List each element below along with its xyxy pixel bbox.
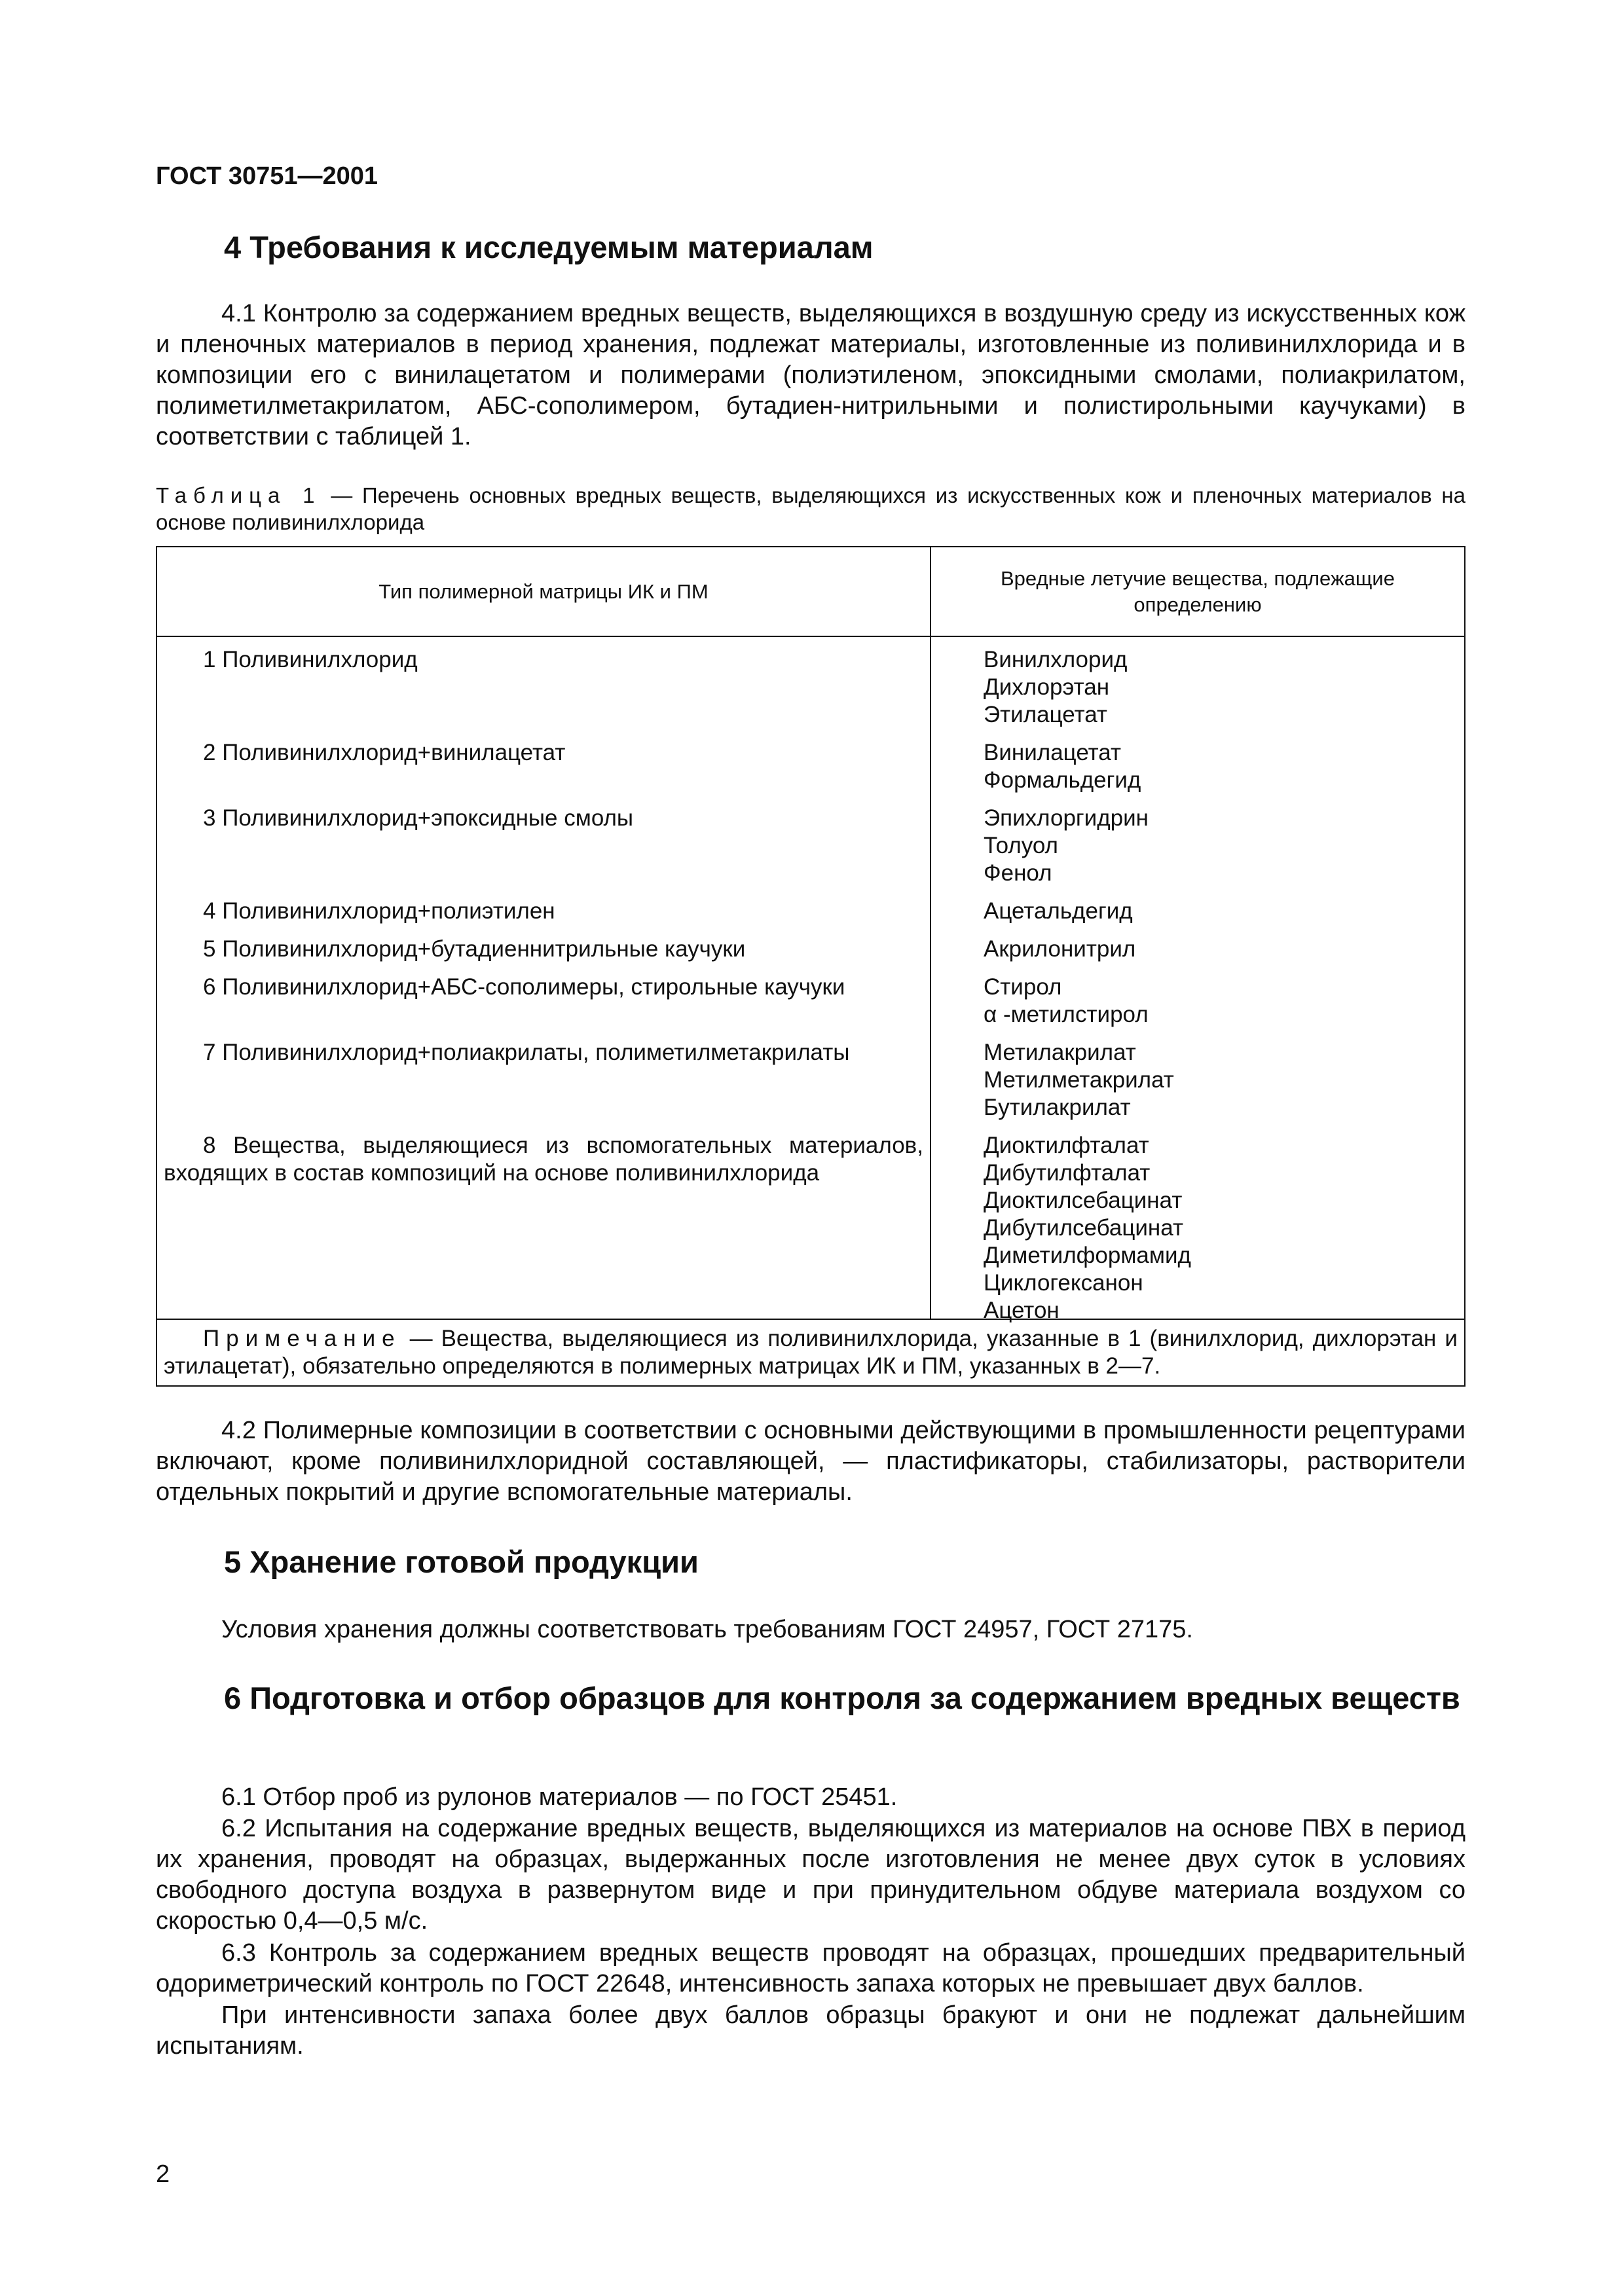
- matrix-cell-3: 3 Поливинилхлорид+эпоксидные смолы: [203, 805, 634, 831]
- substance-item: Дибутилсебацинат: [984, 1215, 1183, 1241]
- matrix-cell-1: 1 Поливинилхлорид: [203, 647, 418, 672]
- substance-item: Ацетальдегид: [984, 898, 1133, 924]
- substance-item: Диоктилфталат: [984, 1133, 1149, 1158]
- substance-item: Диоктилсебацинат: [984, 1188, 1183, 1213]
- paragraph-5-1: Условия хранения должны соответствовать требованиям ГОСТ 24957, ГОСТ 27175.: [221, 1616, 1193, 1643]
- table-1-caption: [156, 482, 1465, 536]
- substance-item: α -метилстирол: [984, 1002, 1149, 1027]
- note-label: Примечание: [203, 1326, 401, 1351]
- note-text: — Вещества, выделяющиеся из поливинилхлорида, указанные в 1 (винилхлорид, дихлорэтан и этилацетат), обязательно определяются в полимерных матрицах ИК и ПМ, указанных в 2—7.: [164, 1326, 1458, 1379]
- substance-item: Эпихлоргидрин: [984, 805, 1149, 831]
- substance-item: Этилацетат: [984, 702, 1107, 727]
- substance-item: Дихлорэтан: [984, 674, 1110, 700]
- substance-item: Ацетон: [984, 1298, 1060, 1323]
- substance-item: Дибутилфталат: [984, 1160, 1151, 1186]
- substance-item: Формальдегид: [984, 767, 1141, 793]
- substances-cell-7: [931, 1039, 1464, 1132]
- substances-cell-2: [931, 739, 1464, 805]
- paragraph-6-3: 6.3 Контроль за содержанием вредных веществ проводят на образцах, прошедших предварительный одориметрический контроль по ГОСТ 22648, интенсивность запаха которых не превышает двух баллов.: [156, 1939, 1465, 1997]
- matrix-cell-8: 8 Вещества, выделяющиеся из вспомогательных материалов, входящих в состав композиций на основе поливинилхлорида: [164, 1133, 923, 1186]
- paragraph-6-1: 6.1 Отбор проб из рулонов материалов — по ГОСТ 25451.: [221, 1783, 898, 1811]
- substance-item: Циклогексанон: [984, 1270, 1143, 1296]
- table-1: [156, 546, 1465, 1387]
- matrix-cell-6: 6 Поливинилхлорид+АБС-сополимеры, стирольные каучуки: [203, 974, 845, 1000]
- table-note: [157, 1319, 1465, 1386]
- substance-item: Диметилформамид: [984, 1243, 1191, 1268]
- matrix-column: [157, 636, 931, 1319]
- substance-item: Винилацетат: [984, 740, 1121, 765]
- substance-item: Стирол: [984, 974, 1062, 1000]
- substances-cell-6: [931, 974, 1464, 1039]
- substances-cell-3: [931, 805, 1464, 898]
- substances-cell-1: [931, 637, 1464, 739]
- table-note-row: [157, 1319, 1465, 1386]
- column-header-matrix: Тип полимерной матрицы ИК и ПМ: [157, 547, 931, 636]
- substance-item: Толуол: [984, 833, 1058, 858]
- section-5-title: 5 Хранение готовой продукции: [224, 1544, 699, 1579]
- matrix-cell-5: 5 Поливинилхлорид+бутадиеннитрильные каучуки: [203, 936, 746, 962]
- paragraph-6-4: При интенсивности запаха более двух баллов образцы бракуют и они не подлежат дальнейшим испытаниям.: [156, 2001, 1465, 2060]
- paragraph-6-2: 6.2 Испытания на содержание вредных веществ, выделяющихся из материалов на основе ПВХ в период их хранения, проводят на образцах, выдержанных после изготовления не менее двух суток в условиях свободного доступа воздуха в развернутом виде и при принудительном обдуве материала воздухом со скоростью 0,4—0,5 м/с.: [156, 1815, 1465, 1935]
- matrix-cell-2: 2 Поливинилхлорид+винилацетат: [203, 740, 566, 765]
- substances-column: [931, 636, 1465, 1323]
- table-header-row: [157, 547, 1465, 636]
- substance-item: Фенол: [984, 860, 1052, 886]
- matrix-cell-4: 4 Поливинилхлорид+полиэтилен: [203, 898, 555, 924]
- substance-item: Акрилонитрил: [984, 936, 1136, 962]
- table-body-row: [157, 636, 1465, 1319]
- section-6-title: 6 Подготовка и отбор образцов для контроля за содержанием вредных веществ: [224, 1681, 1460, 1715]
- substance-item: Винилхлорид: [984, 647, 1128, 672]
- paragraph-4-2: 4.2 Полимерные композиции в соответствии с основными действующими в промышленности рецептурами включают, кроме поливинилхлоридной составляющей, — пластификаторы, стабилизаторы, растворители отдельных покрытий и другие вспомогательные материалы.: [156, 1417, 1465, 1506]
- page-number: 2: [156, 2160, 170, 2188]
- column-header-substances: Вредные летучие вещества, подлежащие определению: [931, 547, 1465, 636]
- paragraph-4-1: 4.1 Контролю за содержанием вредных веществ, выделяющихся в воздушную среду из искусственных кож и пленочных материалов в период хранения, подлежат материалы, изготовленные из поливинилхлорида и в композиции его с винилацетатом и полимерами (полиэтиленом, эпоксидными смолами, полиакрилатом, полиметилметакрилатом, АБС-сополимером, бутадиен-нитрильными и полистирольными каучуками) в соответствии с таблицей 1.: [156, 300, 1465, 450]
- substances-cell-8: [931, 1132, 1464, 1323]
- substance-item: Бутилакрилат: [984, 1095, 1131, 1120]
- standard-code: ГОСТ 30751—2001: [156, 162, 378, 190]
- substances-cell-5: [931, 936, 1464, 974]
- substances-cell-4: [931, 898, 1464, 936]
- table-caption-label: Таблица 1: [156, 483, 322, 507]
- table-caption-text: — Перечень основных вредных веществ, выделяющихся из искусственных кож и пленочных материалов на основе поливинилхлорида: [156, 483, 1465, 534]
- matrix-cell-7: 7 Поливинилхлорид+полиакрилаты, полиметилметакрилаты: [203, 1040, 850, 1065]
- substance-item: Метилметакрилат: [984, 1067, 1174, 1093]
- section-4-title: 4 Требования к исследуемым материалам: [224, 230, 874, 264]
- substance-item: Метилакрилат: [984, 1040, 1136, 1065]
